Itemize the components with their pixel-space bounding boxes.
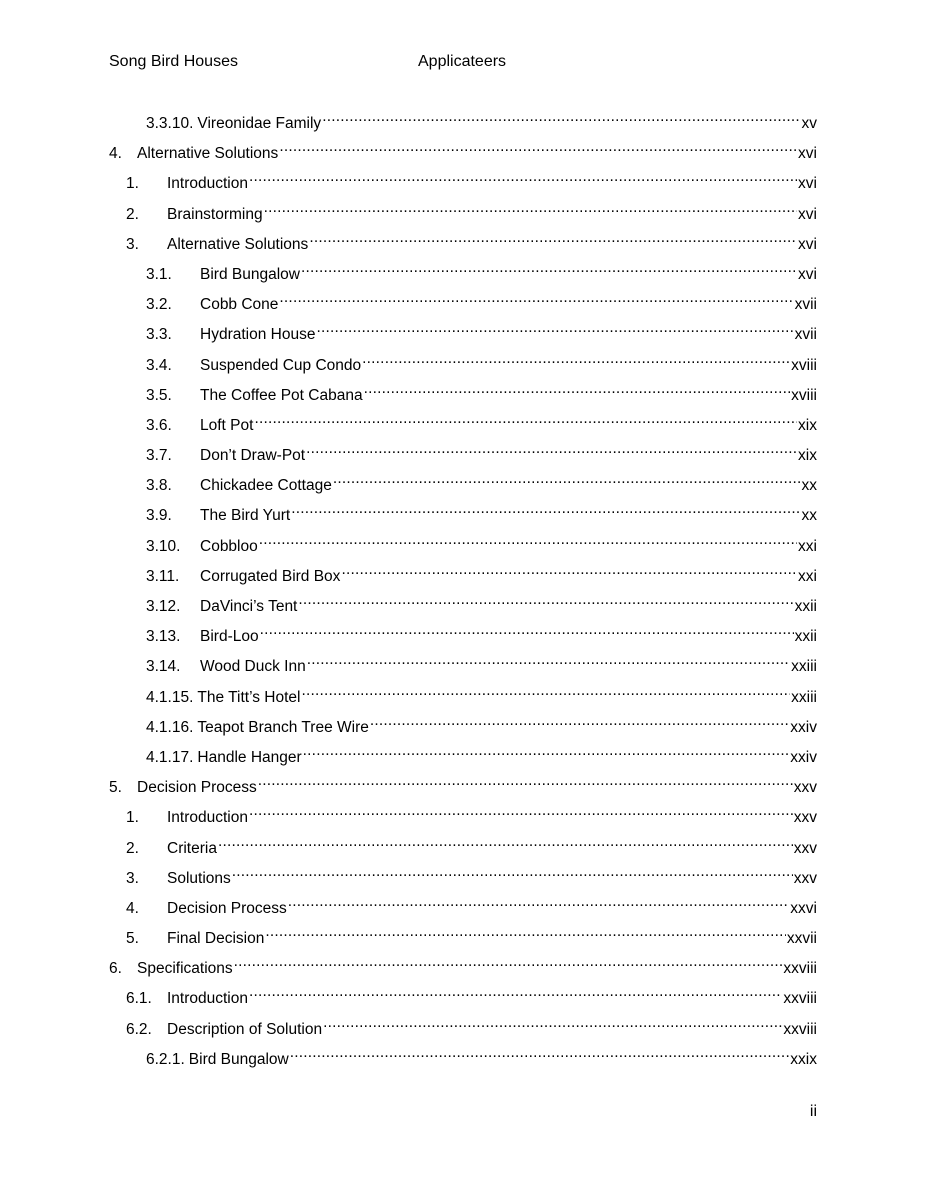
- toc-dot-leader: [232, 861, 793, 883]
- toc-entry-number: 3.13.: [146, 628, 181, 646]
- toc-entry-number: 3.10.: [146, 537, 181, 555]
- toc-dot-leader: [258, 770, 793, 792]
- toc-entry-page-number: xviii: [791, 356, 817, 374]
- toc-entry-page-number: xvi: [798, 235, 817, 253]
- toc-entry-line: [146, 257, 817, 286]
- toc-entry-page-number: xxiv: [790, 718, 817, 736]
- toc-entry[interactable]: [0, 287, 926, 317]
- toc-entry-page-number: xvi: [798, 205, 817, 223]
- toc-dot-leader: [279, 287, 793, 309]
- toc-entry[interactable]: [0, 348, 926, 378]
- toc-entry[interactable]: [0, 981, 926, 1011]
- table-of-contents: [0, 106, 926, 1072]
- toc-entry-line: [146, 649, 817, 678]
- toc-entry[interactable]: [0, 680, 926, 710]
- toc-entry-page-number: xxv: [793, 869, 817, 887]
- toc-dot-leader: [341, 559, 797, 581]
- toc-entry-page-number: xxi: [798, 537, 817, 555]
- toc-entry-title: Teapot Branch Tree Wire: [197, 718, 369, 736]
- toc-dot-leader: [291, 498, 800, 520]
- toc-entry-line: [126, 891, 817, 920]
- toc-entry-page-number: xxv: [793, 779, 817, 797]
- toc-entry-title: The Coffee Pot Cabana: [200, 386, 363, 404]
- toc-entry-number: 3.: [126, 235, 139, 253]
- toc-entry-title: Alternative Solutions: [137, 145, 279, 163]
- toc-entry-number: 3.7.: [146, 447, 172, 465]
- toc-dot-leader: [249, 166, 797, 188]
- toc-entry-number: 3.11.: [146, 567, 180, 585]
- toc-dot-leader: [265, 921, 786, 943]
- toc-entry-title: Final Decision: [167, 930, 265, 948]
- toc-dot-leader: [234, 951, 783, 973]
- toc-entry-title: Criteria: [167, 839, 217, 857]
- toc-entry-line: [146, 589, 817, 618]
- toc-entry[interactable]: [0, 559, 926, 589]
- toc-entry-title: Vireonidae Family: [197, 115, 322, 132]
- toc-entry-page-number: xix: [798, 416, 817, 434]
- toc-entry-page-number: xviii: [791, 386, 817, 404]
- toc-entry-line: [146, 498, 817, 527]
- toc-entry-line: [109, 136, 817, 165]
- toc-entry-page-number: xxi: [798, 567, 817, 585]
- toc-entry-title: Corrugated Bird Box: [200, 567, 341, 585]
- toc-entry-number: 3.12.: [146, 598, 181, 615]
- toc-entry-number: 1.: [126, 809, 139, 827]
- toc-entry-title: The Titt’s Hotel: [197, 688, 301, 706]
- toc-entry-page-number: xix: [798, 447, 817, 465]
- toc-entry[interactable]: [0, 951, 926, 981]
- toc-entry[interactable]: [0, 1012, 926, 1042]
- toc-dot-leader: [301, 257, 797, 279]
- toc-entry-number: 1.: [126, 175, 139, 193]
- footer-page-number: ii: [809, 1103, 817, 1120]
- toc-entry-title: Description of Solution: [167, 1020, 323, 1038]
- toc-entry-page-number: xxv: [793, 809, 817, 827]
- toc-entry[interactable]: [0, 197, 926, 227]
- toc-entry-page-number: xxix: [790, 1050, 817, 1068]
- toc-entry-number: 6.1.: [126, 990, 152, 1008]
- toc-entry-line: [146, 317, 817, 346]
- toc-entry-line: [146, 740, 817, 769]
- toc-entry-line: [126, 197, 817, 226]
- toc-entry-line: [146, 619, 817, 648]
- toc-entry-line: [146, 438, 817, 467]
- header-team-name: Applicateers: [418, 53, 507, 70]
- toc-entry-number: 3.6.: [146, 416, 172, 434]
- toc-entry[interactable]: [0, 831, 926, 861]
- toc-dot-leader: [316, 317, 793, 339]
- toc-entry-line: [126, 1012, 817, 1041]
- toc-entry-line: [146, 348, 817, 377]
- toc-entry-title: Cobbloo: [200, 537, 258, 555]
- toc-entry-line: [126, 981, 817, 1010]
- toc-entry[interactable]: [0, 740, 926, 770]
- toc-entry[interactable]: [0, 227, 926, 257]
- toc-entry-page-number: xxiii: [791, 688, 817, 706]
- toc-entry-page-number: xxviii: [783, 1020, 817, 1038]
- toc-entry-page-number: xvii: [794, 326, 817, 344]
- toc-entry[interactable]: [0, 921, 926, 951]
- toc-entry[interactable]: [0, 408, 926, 438]
- toc-entry-page-number: xv: [801, 115, 817, 132]
- toc-entry-title: Specifications: [137, 960, 233, 978]
- toc-dot-leader: [298, 589, 793, 611]
- toc-dot-leader: [254, 408, 797, 430]
- toc-entry-number: 3.5.: [146, 386, 172, 404]
- toc-entry-title: Handle Hanger: [197, 748, 302, 766]
- toc-dot-leader: [279, 136, 797, 158]
- toc-entry-line: [146, 1042, 817, 1071]
- toc-dot-leader: [370, 710, 789, 732]
- toc-dot-leader: [306, 438, 797, 460]
- toc-entry-line: [146, 378, 817, 407]
- toc-entry-number: 6.2.1.: [146, 1050, 185, 1068]
- toc-entry-title: Introduction: [167, 175, 248, 193]
- toc-entry[interactable]: [0, 1042, 926, 1072]
- toc-entry-line: [126, 166, 817, 195]
- toc-entry-number: 3.3.: [146, 326, 172, 344]
- toc-dot-leader: [249, 800, 793, 822]
- toc-dot-leader: [249, 981, 782, 1003]
- toc-entry[interactable]: [0, 529, 926, 559]
- toc-entry-number: 3.8.: [146, 477, 172, 495]
- toc-entry[interactable]: [0, 619, 926, 649]
- toc-entry-page-number: xxiii: [791, 658, 817, 676]
- toc-entry-number: 4.1.15.: [146, 688, 194, 706]
- toc-entry[interactable]: [0, 136, 926, 166]
- toc-entry-page-number: xvi: [798, 265, 817, 283]
- toc-entry-number: 2.: [126, 205, 139, 223]
- toc-entry-number: 6.2.: [126, 1020, 152, 1038]
- toc-entry-line: [146, 710, 817, 739]
- toc-entry-page-number: xvi: [798, 145, 817, 163]
- toc-entry-title: Alternative Solutions: [167, 235, 309, 253]
- toc-entry-title: Don’t Draw-Pot: [200, 447, 306, 465]
- toc-entry[interactable]: [0, 800, 926, 830]
- toc-entry-title: Cobb Cone: [200, 296, 279, 314]
- toc-entry[interactable]: [0, 378, 926, 408]
- toc-entry-line: [126, 800, 817, 829]
- toc-entry-number: 3.2.: [146, 296, 172, 314]
- toc-entry-line: [146, 680, 817, 709]
- toc-entry-page-number: xvi: [798, 175, 817, 193]
- toc-dot-leader: [260, 619, 794, 641]
- toc-entry-title: Chickadee Cottage: [200, 477, 332, 495]
- toc-dot-leader: [218, 831, 793, 853]
- toc-entry-line: [146, 529, 817, 558]
- toc-entry-number: 4.: [126, 899, 139, 917]
- toc-dot-leader: [264, 197, 797, 219]
- toc-entry-title: Bird Bungalow: [200, 265, 300, 283]
- toc-entry-number: 5.: [109, 779, 122, 797]
- toc-entry-page-number: xxvi: [790, 899, 817, 917]
- toc-entry-page-number: xxvii: [786, 930, 817, 948]
- toc-entry-line: [126, 921, 817, 950]
- toc-entry-title: Decision Process: [167, 899, 287, 917]
- toc-entry-title: Hydration House: [200, 326, 316, 344]
- toc-entry-title: Bird-Loo: [200, 628, 259, 646]
- toc-entry-title: Loft Pot: [200, 416, 254, 434]
- toc-dot-leader: [303, 740, 790, 762]
- toc-entry-number: 6.: [109, 960, 122, 978]
- toc-entry-line: [109, 770, 817, 799]
- toc-entry-number: 3.4.: [146, 356, 172, 374]
- toc-entry-page-number: xxiv: [790, 748, 817, 766]
- toc-entry-line: [146, 106, 817, 135]
- toc-entry-page-number: xxii: [794, 598, 817, 615]
- toc-entry[interactable]: [0, 317, 926, 347]
- toc-dot-leader: [288, 891, 790, 913]
- toc-entry-line: [126, 227, 817, 256]
- toc-entry-line: [146, 559, 817, 588]
- toc-entry[interactable]: [0, 861, 926, 891]
- toc-entry-number: 2.: [126, 839, 139, 857]
- toc-entry[interactable]: [0, 468, 926, 498]
- toc-entry-page-number: xxviii: [783, 960, 817, 978]
- toc-entry-number: 4.1.17.: [146, 748, 194, 766]
- toc-entry-page-number: xx: [801, 477, 817, 495]
- toc-entry-line: [146, 468, 817, 497]
- toc-dot-leader: [307, 649, 790, 671]
- header-document-title: Song Bird Houses: [109, 53, 238, 70]
- toc-entry[interactable]: [0, 106, 926, 136]
- toc-entry-title: The Bird Yurt: [200, 507, 291, 525]
- toc-entry-page-number: xx: [801, 507, 817, 525]
- toc-entry[interactable]: [0, 710, 926, 740]
- toc-dot-leader: [322, 106, 800, 128]
- toc-dot-leader: [259, 529, 797, 551]
- toc-entry-line: [126, 831, 817, 860]
- toc-entry[interactable]: [0, 438, 926, 468]
- toc-entry[interactable]: [0, 649, 926, 679]
- toc-entry[interactable]: [0, 589, 926, 619]
- toc-entry-title: Suspended Cup Condo: [200, 356, 362, 374]
- toc-entry-page-number: xxii: [794, 628, 817, 646]
- toc-entry-line: [109, 951, 817, 980]
- toc-entry-number: 4.: [109, 145, 122, 163]
- toc-dot-leader: [323, 1012, 782, 1034]
- toc-entry-number: 5.: [126, 930, 139, 948]
- toc-entry-line: [146, 287, 817, 316]
- toc-entry-number: 3.1.: [146, 265, 172, 283]
- toc-entry-title: Brainstorming: [167, 205, 263, 223]
- toc-dot-leader: [364, 378, 791, 400]
- toc-entry-title: Wood Duck Inn: [200, 658, 306, 676]
- toc-entry-title: Decision Process: [137, 779, 257, 797]
- toc-entry[interactable]: [0, 498, 926, 528]
- toc-entry-number: 3.9.: [146, 507, 172, 525]
- toc-entry-line: [126, 861, 817, 890]
- toc-entry-number: 3.3.10.: [146, 115, 194, 132]
- toc-entry-number: 4.1.16.: [146, 718, 194, 736]
- toc-entry-title: Bird Bungalow: [188, 1050, 289, 1068]
- toc-entry[interactable]: [0, 891, 926, 921]
- toc-entry-page-number: xxviii: [783, 990, 817, 1008]
- toc-entry-title: DaVinci’s Tent: [200, 598, 298, 615]
- toc-entry-page-number: xvii: [794, 296, 817, 314]
- toc-entry-page-number: xxv: [793, 839, 817, 857]
- toc-dot-leader: [309, 227, 797, 249]
- toc-entry[interactable]: [0, 770, 926, 800]
- toc-dot-leader: [333, 468, 801, 490]
- toc-dot-leader: [362, 348, 790, 370]
- toc-dot-leader: [302, 680, 791, 702]
- toc-entry-title: Introduction: [167, 990, 248, 1008]
- toc-entry-title: Solutions: [167, 869, 231, 887]
- toc-entry-number: 3.14.: [146, 658, 181, 676]
- toc-entry[interactable]: [0, 166, 926, 196]
- toc-entry-line: [146, 408, 817, 437]
- toc-dot-leader: [290, 1042, 790, 1064]
- toc-entry-title: Introduction: [167, 809, 248, 827]
- toc-entry-number: 3.: [126, 869, 139, 887]
- toc-entry[interactable]: [0, 257, 926, 287]
